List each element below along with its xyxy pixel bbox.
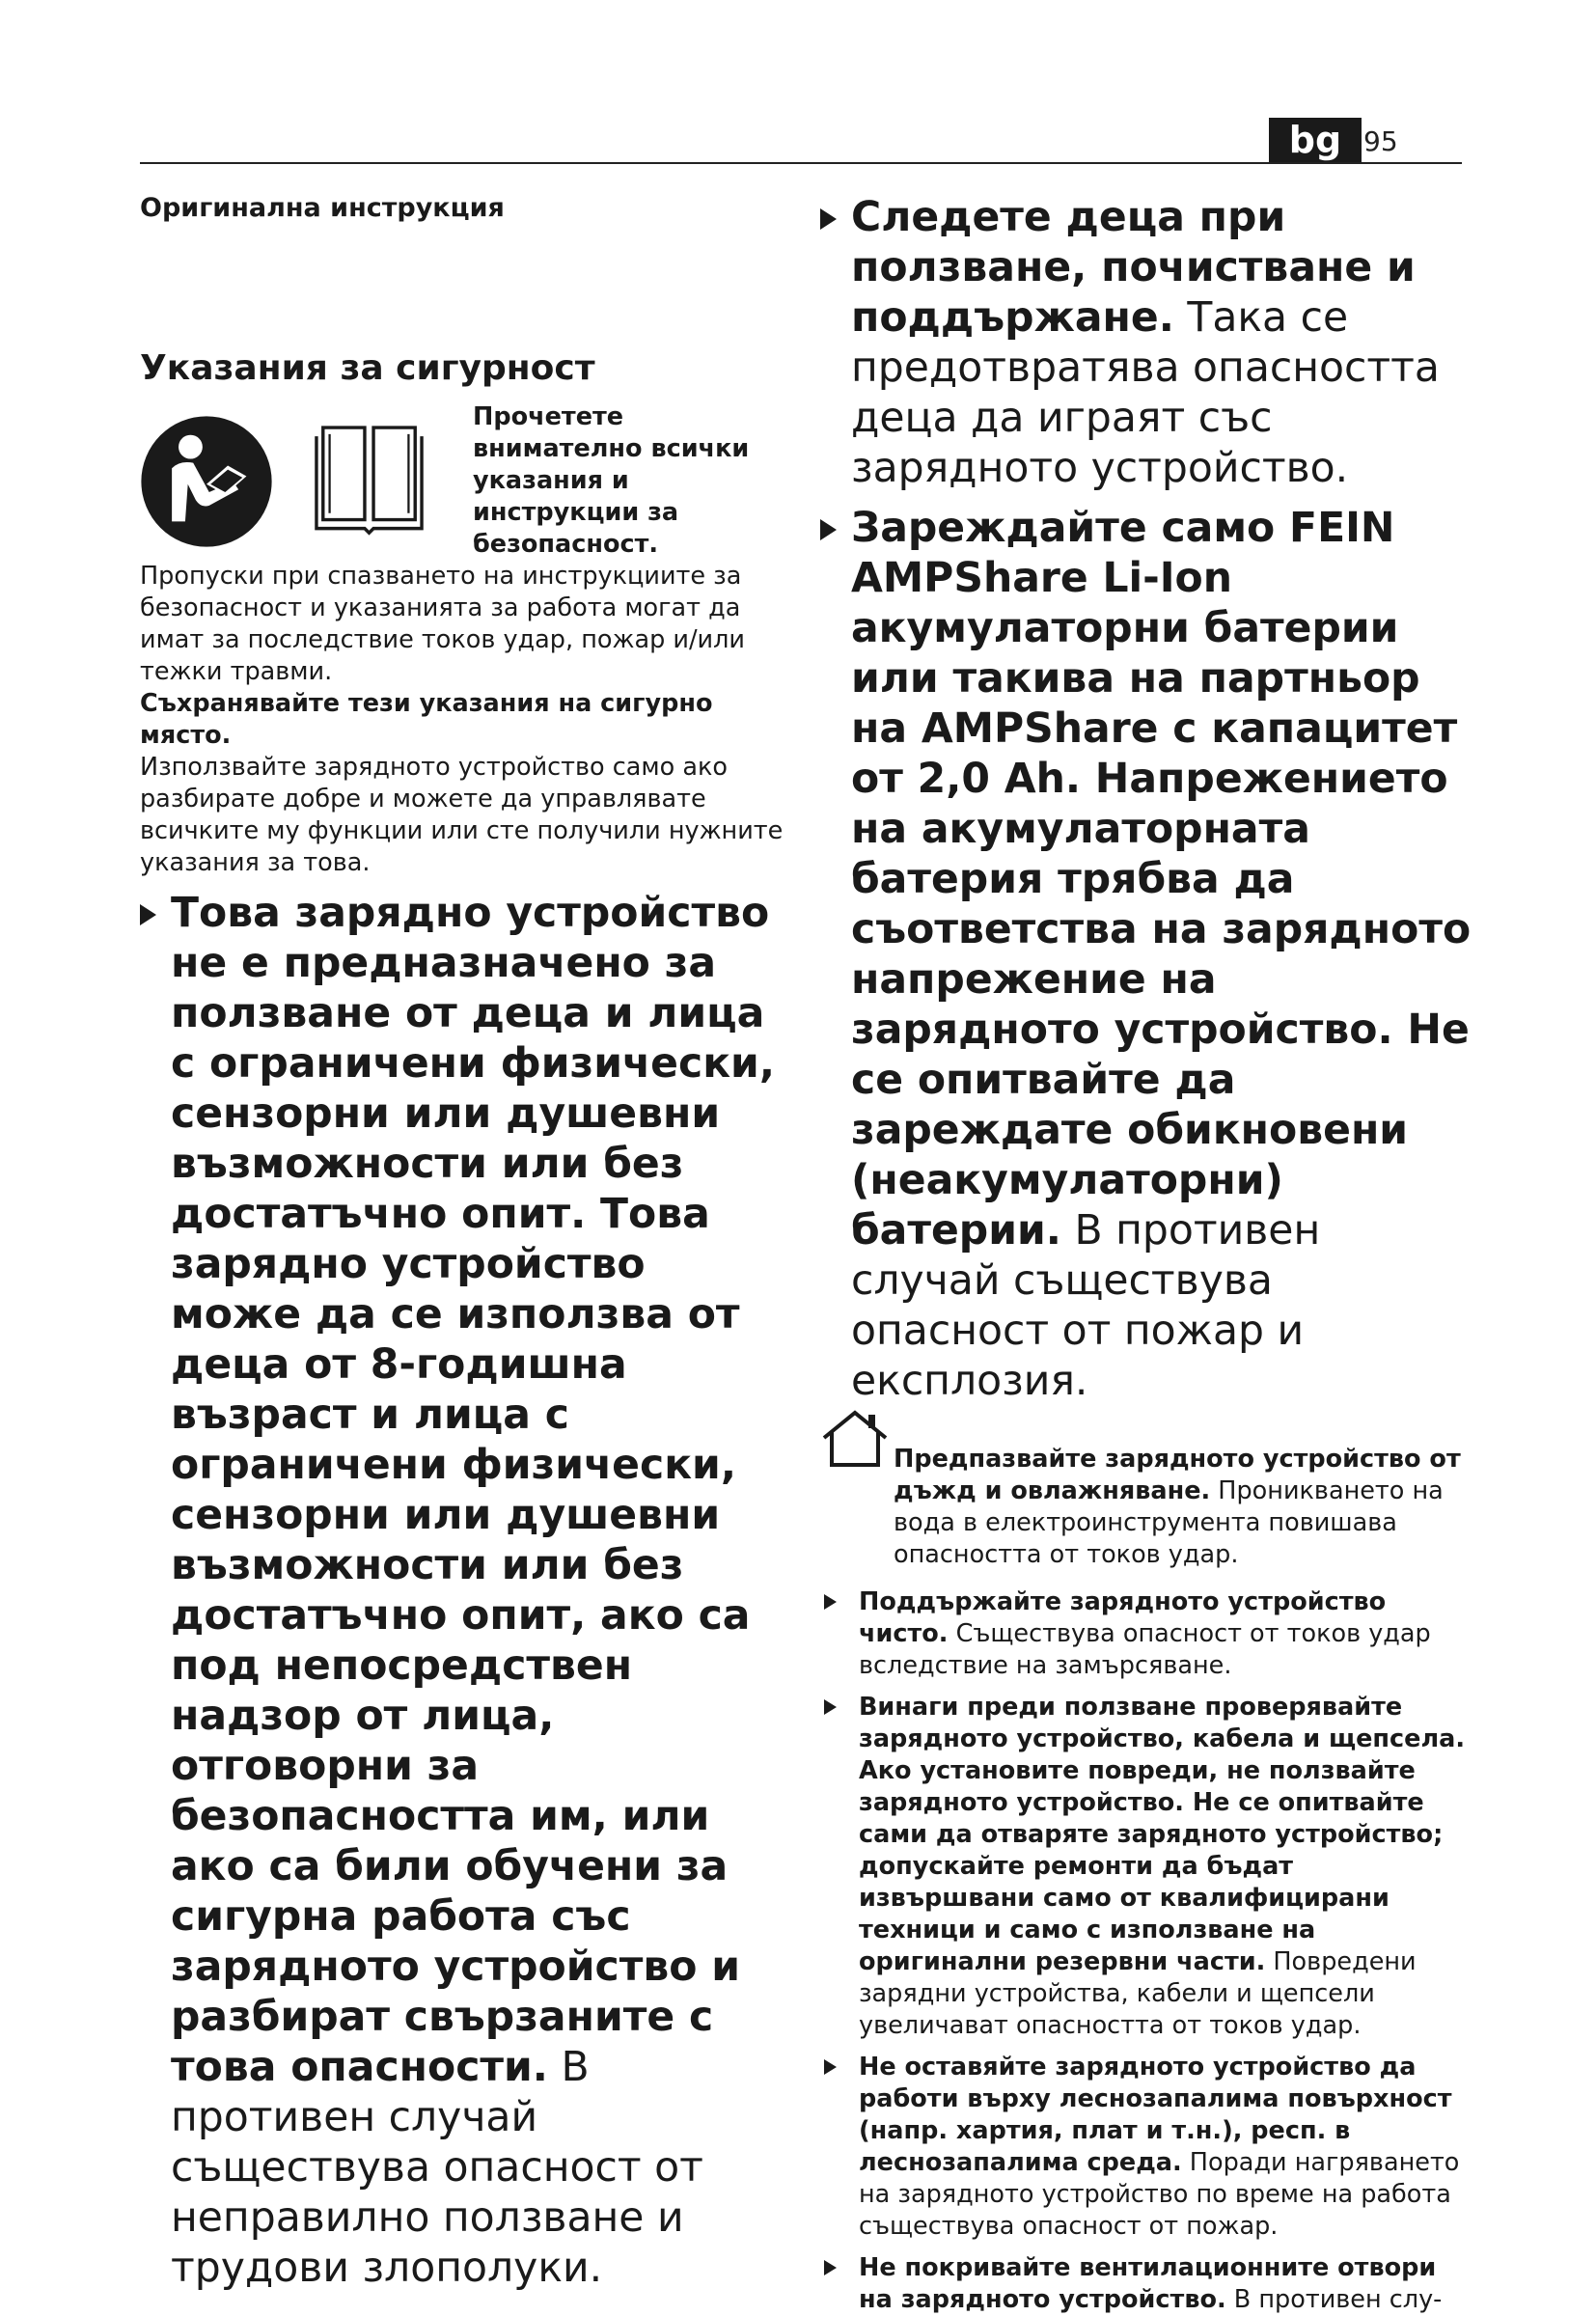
intro-bold: Прочетете внимателно всички указания и инструкции за безопасност. (473, 402, 750, 559)
protect-text (820, 1444, 1476, 1571)
bullet-triangle-icon (824, 1594, 837, 1610)
item-regular-text: В противен случай съществува опасност от пожар и експлозия. (851, 1207, 1321, 1405)
header-rule (140, 162, 1462, 164)
item-regular-text: В противен слу- (1225, 2285, 1443, 2314)
bullet-triangle-icon (824, 2059, 837, 2075)
section-title: Указания за сигурност (140, 348, 595, 388)
bullet-triangle-icon (820, 208, 837, 230)
protect-bold: Предпазвайте зарядното устройство от дъжд и овлажняване. (894, 1445, 1461, 1505)
item-regular-text: В противен случай съществува опасност от неправилно ползване и трудови злополуки. (171, 2044, 703, 2292)
store-instructions: Съхранявайте тези указания на сигурно място. (140, 689, 713, 750)
bullet-triangle-icon (824, 1699, 837, 1715)
document-label: Оригинална инструкция (140, 193, 505, 223)
item-bold-text: Не покривайте вентилационните отвори на зарядното устройство. (859, 2253, 1437, 2314)
list-item-vents (820, 2252, 1476, 2316)
list-item-flammable (820, 2052, 1476, 2243)
intro-block (140, 401, 784, 688)
item-bold-text: Поддържайте зарядното устройство чисто. (859, 1587, 1387, 1648)
item-bold-text: Това зарядно устройство не е предназначено за ползване от деца и лица с ограничени физически, сензорни или душевни възможности или без достатъчно опит. Това зарядно устройство може да се използва от деца от 8-годишна възраст и лица с ограничени физически, сензорни или душевни възможности или без достатъчно опит, ако са под непосредствен надзор от лица, отговорни за безопасността им, или ако са били обучени за сигурна работа със зарядното устройство и разбират свързаните с това опасности. (171, 890, 775, 2091)
language-badge: bg (1269, 118, 1362, 162)
item-bold-text: Зареждайте само FEIN AMPShare Li-Ion акумулаторни батерии или такива на партньор на AMPShare с капацитет от 2,0 Ah. Напрежението на акумулаторната батерия трябва да съответства на зарядното напрежение на зарядното устройство. Не се опитвайте да зареждате обикновени (неакумулаторни) батерии. (851, 505, 1472, 1254)
list-item-clean (820, 1586, 1476, 1682)
read-manual-person-icon (140, 415, 273, 548)
list-item-fein-batteries (820, 504, 1476, 1407)
item-regular-text: Съществува опасност от токов удар вследствие на замърсяване. (859, 1619, 1431, 1680)
item-bold-text: Следете деца при ползване, почистване и поддържане. (851, 194, 1416, 342)
left-column (140, 193, 784, 2294)
safety-icons (140, 401, 473, 546)
item-regular-text: Така се предотвратява опасността деца да играят със зарядното устройство. (851, 294, 1440, 492)
page-number: 95 (1363, 125, 1398, 157)
item-bold-text: Не оставяйте зарядното устройство да работи върху леснозапалима повърхност (напр. хартия, плат и т.н.), респ. в леснозапалима среда. (859, 2053, 1452, 2177)
list-item-check (820, 1692, 1476, 2042)
open-book-icon (314, 419, 425, 539)
indoor-use-house-icon (820, 1409, 890, 1469)
list-item-supervise (820, 193, 1476, 494)
item-regular-text: Поради нагряването на зарядното устройство по време на работа съществува опасност от пожар. (859, 2148, 1460, 2241)
item-bold-text: Винаги преди ползване проверявайте зарядното устройство, кабела и щепсела. Ако установите повреди, не ползвайте зарядното устройство. Не се опитвайте сами да отваряте зарядното устройство; допускайте ремонти да бъдат извършвани само от квалифицирани техници и само с използване на оригинални резервни части. (859, 1693, 1466, 1976)
protect-regular: Проникването на вода в електроинструмента повишава опасността от токов удар. (894, 1476, 1444, 1569)
bullet-triangle-icon (820, 519, 837, 540)
list-item-children (140, 889, 784, 2294)
use-instructions: Използвайте зарядното устройство само ако разбирате добре и можете да управлявате всичките му функции или сте получили нужните указания за това. (140, 753, 784, 877)
bullet-triangle-icon (824, 2260, 837, 2275)
bullet-triangle-icon (140, 904, 156, 925)
intro-regular: Пропуски при спазването на инструкциите за безопасност и указанията за работа могат да имат за последствие токов удар, пожар и/или тежки травми. (140, 562, 745, 686)
item-regular-text: Повредени зарядни устройства, кабели и щепсели увеличават опасността от токов удар. (859, 1947, 1417, 2040)
protect-paragraph (820, 1444, 1476, 1571)
right-column (820, 193, 1476, 2316)
